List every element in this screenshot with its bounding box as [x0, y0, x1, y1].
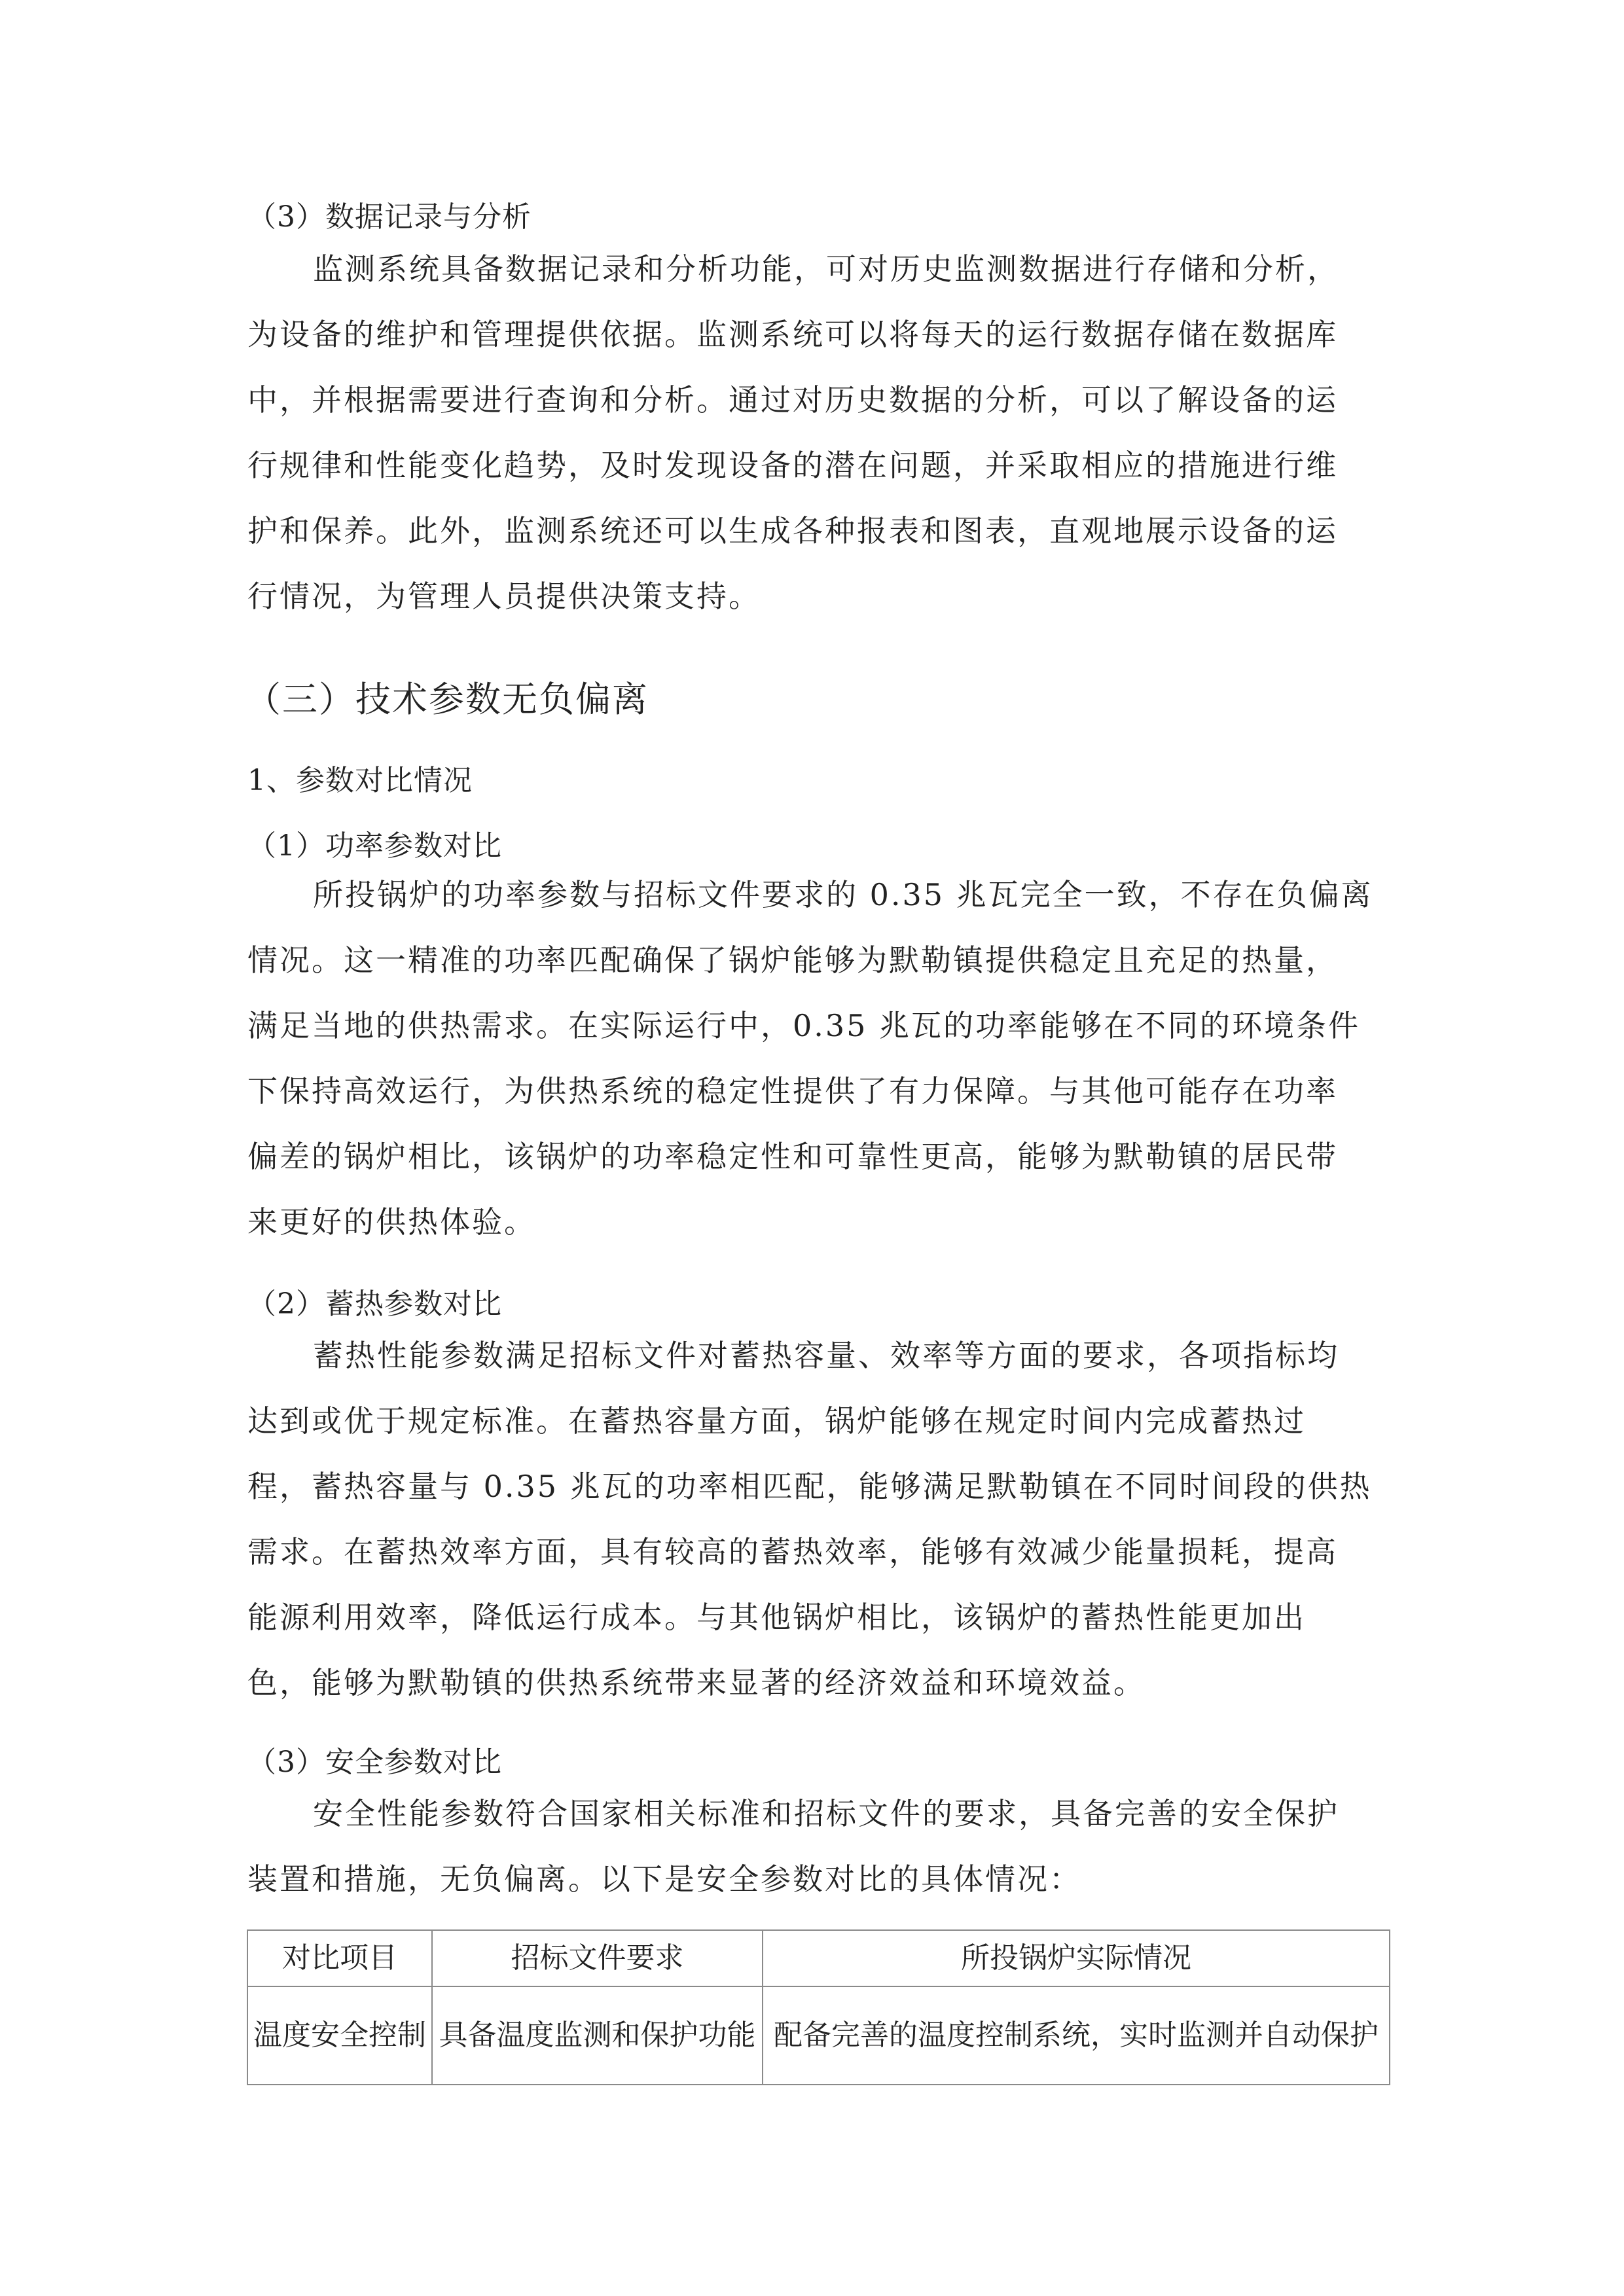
paragraph-data-record — [247, 236, 1339, 629]
paragraph-line: 来更好的供热体验。 — [247, 1204, 536, 1240]
table-row — [247, 1986, 1390, 2085]
table-header-cell: 招标文件要求 — [432, 1930, 763, 1986]
paragraph-line: 为设备的维护和管理提供依据。监测系统可以将每天的运行数据存储在数据库 — [247, 317, 1338, 352]
section-heading-no-negative-deviation: （三）技术参数无负偏离 — [245, 679, 649, 720]
paragraph-line: 达到或优于规定标准。在蓄热容量方面，锅炉能够在规定时间内完成蓄热过 — [247, 1403, 1306, 1439]
paragraph-safety — [247, 1781, 1339, 1912]
paragraph-line: 满足当地的供热需求。在实际运行中，0.35 兆瓦的功率能够在不同的环境条件 — [247, 1008, 1361, 1043]
subsection-heading-parameter-comparison: 1、参数对比情况 — [247, 764, 473, 797]
subsection-heading-power: （1）功率参数对比 — [247, 829, 502, 863]
table-cell: 具备温度监测和保护功能 — [432, 1986, 763, 2085]
table-cell: 配备完善的温度控制系统，实时监测并自动保护 — [763, 1986, 1390, 2085]
table-header-cell: 所投锅炉实际情况 — [763, 1930, 1390, 1986]
paragraph-line: 监测系统具备数据记录和分析功能，可对历史监测数据进行存储和分析， — [313, 251, 1339, 287]
paragraph-line: 程，蓄热容量与 0.35 兆瓦的功率相匹配，能够满足默勒镇在不同时间段的供热 — [247, 1469, 1372, 1504]
paragraph-line: 护和保养。此外，监测系统还可以生成各种报表和图表，直观地展示设备的运 — [247, 513, 1338, 548]
table-header-row — [247, 1930, 1390, 1986]
paragraph-line: 蓄热性能参数满足招标文件对蓄热容量、效率等方面的要求，各项指标均 — [313, 1338, 1339, 1373]
paragraph-line: 需求。在蓄热效率方面，具有较高的蓄热效率，能够有效减少能量损耗，提高 — [247, 1534, 1338, 1570]
paragraph-line: 能源利用效率，降低运行成本。与其他锅炉相比，该锅炉的蓄热性能更加出 — [247, 1600, 1306, 1635]
paragraph-line: 安全性能参数符合国家相关标准和招标文件的要求，具备完善的安全保护 — [313, 1796, 1339, 1831]
subsection-heading-data-record: （3）数据记录与分析 — [247, 200, 532, 234]
paragraph-line: 行规律和性能变化趋势，及时发现设备的潜在问题，并采取相应的措施进行维 — [247, 448, 1338, 483]
paragraph-line: 情况。这一精准的功率匹配确保了锅炉能够为默勒镇提供稳定且充足的热量， — [247, 942, 1338, 978]
paragraph-line: 行情况，为管理人员提供决策支持。 — [247, 579, 761, 614]
paragraph-line: 中，并根据需要进行查询和分析。通过对历史数据的分析，可以了解设备的运 — [247, 382, 1338, 418]
table-cell: 温度安全控制 — [247, 1986, 432, 2085]
subsection-heading-heat-storage: （2）蓄热参数对比 — [247, 1287, 502, 1321]
paragraph-heat-storage — [247, 1323, 1372, 1715]
paragraph-line: 装置和措施，无负偏离。以下是安全参数对比的具体情况： — [247, 1861, 1081, 1897]
subsection-heading-safety: （3）安全参数对比 — [247, 1746, 502, 1779]
safety-comparison-table — [247, 1929, 1390, 2085]
paragraph-line: 下保持高效运行，为供热系统的稳定性提供了有力保障。与其他可能存在功率 — [247, 1073, 1338, 1109]
paragraph-line: 所投锅炉的功率参数与招标文件要求的 0.35 兆瓦完全一致，不存在负偏离 — [313, 877, 1373, 912]
table-header-cell: 对比项目 — [247, 1930, 432, 1986]
paragraph-power — [247, 862, 1373, 1255]
paragraph-line: 偏差的锅炉相比，该锅炉的功率稳定性和可靠性更高，能够为默勒镇的居民带 — [247, 1139, 1338, 1174]
paragraph-line: 色，能够为默勒镇的供热系统带来显著的经济效益和环境效益。 — [247, 1665, 1146, 1700]
